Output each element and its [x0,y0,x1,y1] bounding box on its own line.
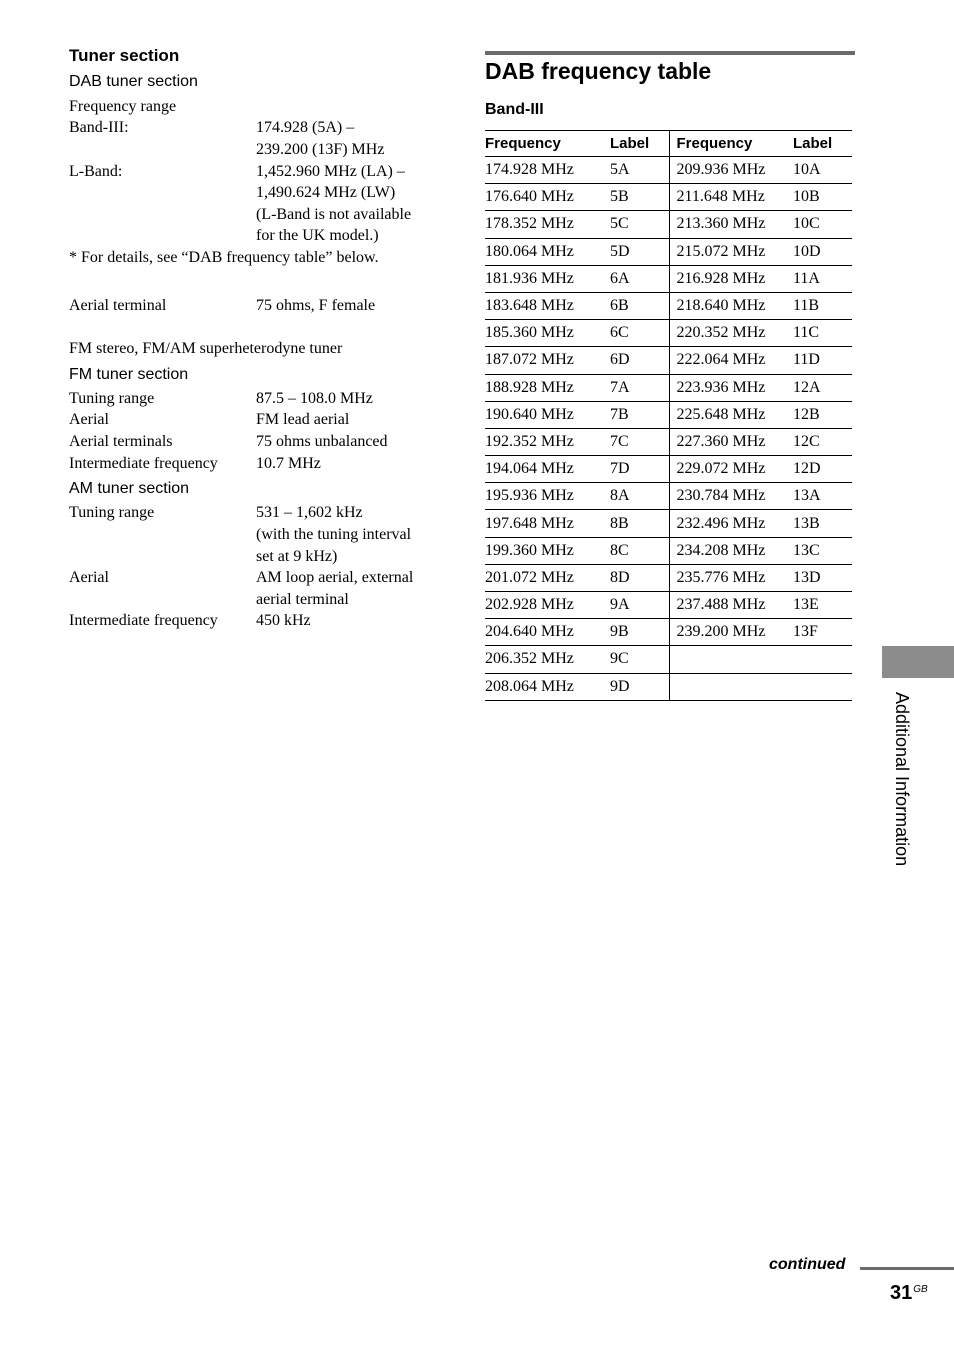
am-if-value: 450 kHz [256,612,311,629]
lband-label: L-Band: [69,163,123,180]
dab-frequency-table [485,130,852,701]
table-row [485,564,852,591]
cell-label: 7D [610,456,669,483]
cell-frequency: 234.208 MHz [669,537,793,564]
table-row [485,537,852,564]
cell-frequency: 232.496 MHz [669,510,793,537]
cell-frequency: 190.640 MHz [485,401,610,428]
cell-frequency: 174.928 MHz [485,157,610,184]
am-aerial-value-line1: AM loop aerial, external [256,569,414,586]
table-row [485,265,852,292]
cell-label: 11B [793,292,852,319]
cell-label: 12C [793,428,852,455]
am-aerial-label: Aerial [69,569,109,586]
cell-label: 10C [793,211,852,238]
table-row [485,401,852,428]
am-aerial-value-line2: aerial terminal [256,591,349,608]
page-number [890,1282,928,1305]
cell-frequency: 239.200 MHz [669,619,793,646]
cell-label: 8C [610,537,669,564]
cell-label: 9A [610,592,669,619]
cell-frequency: 176.640 MHz [485,184,610,211]
cell-label: 9B [610,619,669,646]
fm-row-label: Aerial [69,411,109,428]
am-tuning-range-value-line3: set at 9 kHz) [256,548,338,565]
cell-label: 10B [793,184,852,211]
table-row [485,347,852,374]
fm-row-label: Intermediate frequency [69,455,218,472]
cell-label: 9C [610,646,669,673]
cell-frequency [669,646,793,673]
section-top-rule [485,51,855,55]
cell-frequency [669,673,793,700]
cell-frequency: 195.936 MHz [485,483,610,510]
cell-label: 13E [793,592,852,619]
fm-row-value: 75 ohms unbalanced [256,433,388,450]
table-row [485,184,852,211]
cell-frequency: 181.936 MHz [485,265,610,292]
cell-frequency: 237.488 MHz [669,592,793,619]
cell-label: 13C [793,537,852,564]
cell-frequency: 216.928 MHz [669,265,793,292]
cell-label: 5D [610,238,669,265]
cell-label: 8A [610,483,669,510]
cell-frequency: 222.064 MHz [669,347,793,374]
table-row [485,292,852,319]
cell-label: 7A [610,374,669,401]
table-row [485,238,852,265]
table-header-row [485,131,852,157]
band3-value-line2: 239.200 (13F) MHz [256,141,385,158]
cell-frequency: 208.064 MHz [485,673,610,700]
table-row [485,456,852,483]
cell-frequency: 185.360 MHz [485,320,610,347]
am-tuning-range-value-line2: (with the tuning interval [256,526,412,543]
cell-frequency: 187.072 MHz [485,347,610,374]
cell-frequency: 199.360 MHz [485,537,610,564]
cell-label: 12A [793,374,852,401]
band3-label: Band-III: [69,119,129,136]
dab-table-note: * For details, see “DAB frequency table” below. [69,249,379,266]
table-row [485,673,852,700]
header-frequency: Frequency [669,131,793,157]
tuner-section-heading: Tuner section [69,46,180,65]
am-tuning-range-label: Tuning range [69,504,155,521]
cell-label: 5B [610,184,669,211]
cell-label: 8B [610,510,669,537]
cell-frequency: 209.936 MHz [669,157,793,184]
cell-frequency: 215.072 MHz [669,238,793,265]
am-tuning-range-value-line1: 531 – 1,602 kHz [256,504,363,521]
cell-label: 11C [793,320,852,347]
dab-table-title: DAB frequency table [485,58,712,84]
header-frequency: Frequency [485,131,610,157]
table-row [485,510,852,537]
cell-frequency: 211.648 MHz [669,184,793,211]
cell-label: 10A [793,157,852,184]
cell-frequency: 225.648 MHz [669,401,793,428]
cell-label: 13F [793,619,852,646]
cell-frequency: 235.776 MHz [669,564,793,591]
cell-label: 5A [610,157,669,184]
continued-rule [860,1267,954,1270]
table-row [485,428,852,455]
cell-label: 13D [793,564,852,591]
side-tab-label: Additional Information [892,692,912,867]
cell-frequency: 227.360 MHz [669,428,793,455]
cell-label [793,646,852,673]
cell-frequency: 230.784 MHz [669,483,793,510]
cell-frequency: 229.072 MHz [669,456,793,483]
table-row [485,483,852,510]
cell-frequency: 206.352 MHz [485,646,610,673]
band-iii-heading: Band-III [485,101,544,118]
cell-frequency: 188.928 MHz [485,374,610,401]
cell-label: 7B [610,401,669,428]
table-row [485,646,852,673]
cell-frequency: 202.928 MHz [485,592,610,619]
cell-label: 10D [793,238,852,265]
aerial-terminal-value: 75 ohms, F female [256,297,376,314]
cell-frequency: 218.640 MHz [669,292,793,319]
continued-label: continued [769,1256,846,1273]
fm-am-tuner-type: FM stereo, FM/AM superheterodyne tuner [69,340,343,357]
table-row [485,320,852,347]
cell-frequency: 194.064 MHz [485,456,610,483]
lband-value-line2: 1,490.624 MHz (LW) [256,184,396,201]
table-row [485,592,852,619]
cell-label: 6C [610,320,669,347]
table-row [485,157,852,184]
page-region-suffix: GB [913,1284,928,1295]
cell-label: 12D [793,456,852,483]
band3-value-line1: 174.928 (5A) – [256,119,355,136]
fm-row-label: Aerial terminals [69,433,173,450]
am-tuner-heading: AM tuner section [69,480,190,497]
lband-value-line3: (L-Band is not available [256,206,412,223]
header-label: Label [610,131,669,157]
cell-label: 5C [610,211,669,238]
cell-frequency: 213.360 MHz [669,211,793,238]
cell-label: 9D [610,673,669,700]
frequency-range-label: Frequency range [69,98,177,115]
table-row [485,374,852,401]
cell-label [793,673,852,700]
cell-frequency: 183.648 MHz [485,292,610,319]
cell-label: 13B [793,510,852,537]
fm-tuner-heading: FM tuner section [69,366,189,383]
table-row [485,211,852,238]
cell-label: 11D [793,347,852,374]
cell-frequency: 197.648 MHz [485,510,610,537]
cell-frequency: 204.640 MHz [485,619,610,646]
page-number-value: 31 [890,1282,913,1304]
cell-frequency: 201.072 MHz [485,564,610,591]
header-label: Label [793,131,852,157]
cell-frequency: 180.064 MHz [485,238,610,265]
cell-frequency: 178.352 MHz [485,211,610,238]
aerial-terminal-label: Aerial terminal [69,297,167,314]
cell-label: 12B [793,401,852,428]
cell-label: 6A [610,265,669,292]
cell-label: 11A [793,265,852,292]
cell-frequency: 192.352 MHz [485,428,610,455]
lband-value-line1: 1,452.960 MHz (LA) – [256,163,405,180]
cell-label: 7C [610,428,669,455]
fm-row-value: 10.7 MHz [256,455,321,472]
table-row [485,619,852,646]
fm-row-label: Tuning range [69,390,155,407]
cell-frequency: 220.352 MHz [669,320,793,347]
cell-frequency: 223.936 MHz [669,374,793,401]
fm-row-value: 87.5 – 108.0 MHz [256,390,373,407]
cell-label: 6D [610,347,669,374]
fm-row-value: FM lead aerial [256,411,350,428]
side-tab-marker [882,646,954,678]
dab-tuner-heading: DAB tuner section [69,73,198,90]
am-if-label: Intermediate frequency [69,612,218,629]
lband-value-line4: for the UK model.) [256,227,379,244]
cell-label: 6B [610,292,669,319]
cell-label: 8D [610,564,669,591]
cell-label: 13A [793,483,852,510]
